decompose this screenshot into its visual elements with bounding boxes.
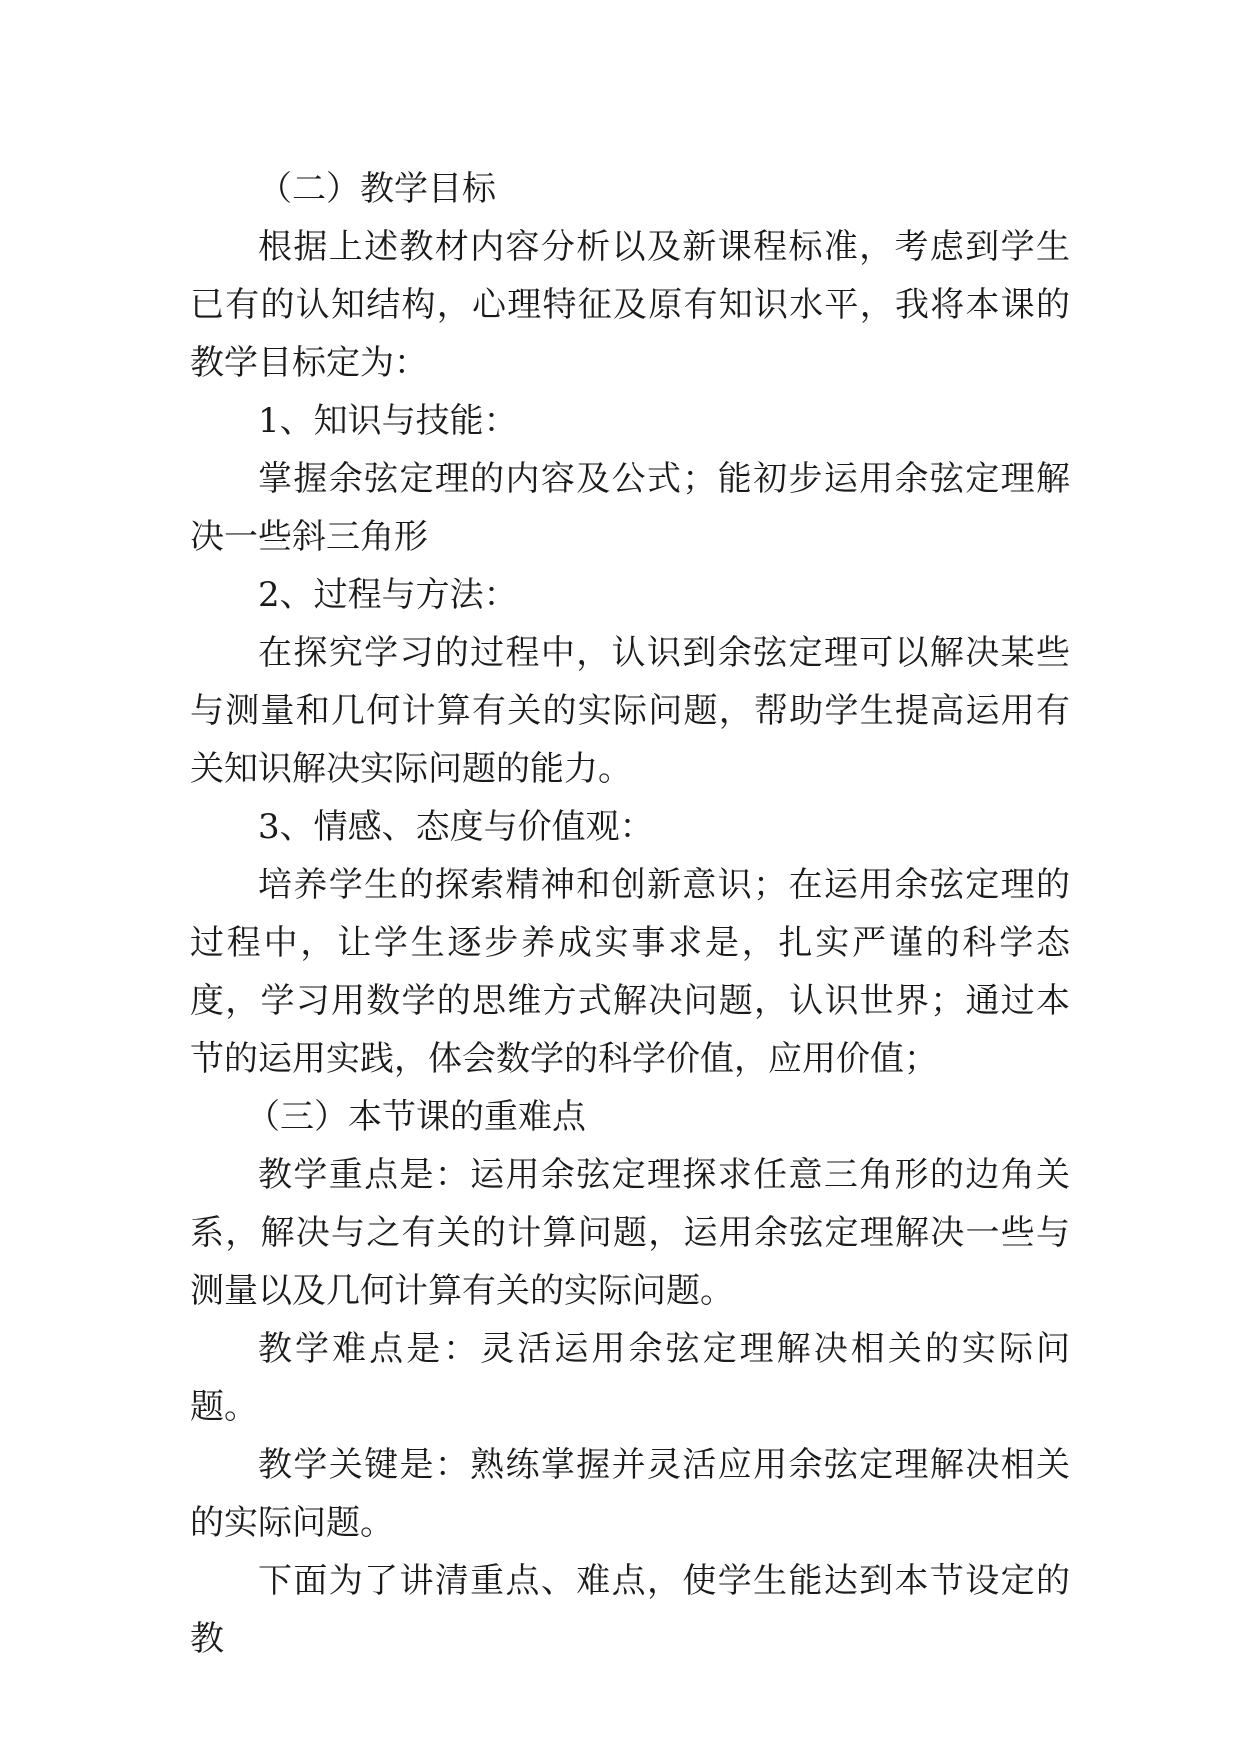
- section-heading-objectives: （二）教学目标: [258, 169, 496, 209]
- paragraph-emotion-values: 培养学生的探索精神和创新意识；在运用余弦定理的过程中，让学生逐步养成实事求是，扎实严谨的科学态度，学习用数学的思维方式解决问题，认识世界；通过本节的运用实践，体会数学的科学价值，应用价值；: [190, 865, 1070, 1079]
- paragraph-key-link: 教学关键是：熟练掌握并灵活应用余弦定理解决相关的实际问题。: [190, 1445, 1070, 1543]
- paragraph-process-methods: 在探究学习的过程中，认识到余弦定理可以解决某些与测量和几何计算有关的实际问题，帮助学生提高运用有关知识解决实际问题的能力。: [190, 633, 1070, 789]
- subheading-emotion-values: 3、情感、态度与价值观：: [258, 807, 654, 847]
- paragraph-key-point: 教学重点是：运用余弦定理探求任意三角形的边角关系，解决与之有关的计算问题，运用余弦定理解决一些与测量以及几何计算有关的实际问题。: [190, 1155, 1070, 1311]
- section-heading-key-points: （三）本节课的重难点: [246, 1097, 586, 1137]
- paragraph-intro: 根据上述教材内容分析以及新课程标准，考虑到学生已有的认知结构，心理特征及原有知识水平，我将本课的教学目标定为：: [190, 227, 1070, 383]
- subheading-knowledge-skills: 1、知识与技能：: [258, 401, 518, 441]
- subheading-process-methods: 2、过程与方法：: [258, 575, 518, 615]
- paragraph-continuation: 下面为了讲清重点、难点，使学生能达到本节设定的教: [190, 1561, 1070, 1659]
- document-page: [190, 160, 1070, 1668]
- paragraph-knowledge-skills: 掌握余弦定理的内容及公式；能初步运用余弦定理解决一些斜三角形: [190, 459, 1070, 557]
- paragraph-difficulty: 教学难点是：灵活运用余弦定理解决相关的实际问题。: [190, 1329, 1070, 1427]
